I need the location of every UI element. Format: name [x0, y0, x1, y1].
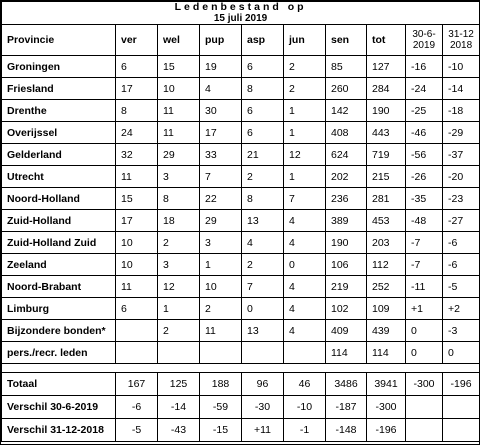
table-cell: 127 — [367, 56, 406, 78]
title-cell — [2, 2, 480, 25]
table-cell: -15 — [200, 419, 242, 442]
table-cell: 11 — [116, 276, 158, 298]
table-cell: -14 — [443, 78, 480, 100]
header-wel: wel — [158, 25, 200, 56]
table-cell: 22 — [200, 188, 242, 210]
table-cell: 409 — [326, 320, 367, 342]
table-cell: 6 — [116, 56, 158, 78]
ledenbestand-table — [1, 1, 480, 442]
table-row — [2, 342, 480, 364]
table-cell: -26 — [406, 166, 443, 188]
table-cell — [158, 342, 200, 364]
table-cell: 188 — [200, 373, 242, 396]
table-cell: -16 — [406, 56, 443, 78]
table-cell: 32 — [116, 144, 158, 166]
table-cell: 2 — [284, 56, 326, 78]
row-label: Groningen — [2, 56, 116, 78]
table-cell: 12 — [158, 276, 200, 298]
table-cell: 1 — [158, 298, 200, 320]
table-row — [2, 210, 480, 232]
table-cell: -11 — [406, 276, 443, 298]
table-cell: 114 — [326, 342, 367, 364]
header-sen: sen — [326, 25, 367, 56]
table-cell: 284 — [367, 78, 406, 100]
table-cell: 215 — [367, 166, 406, 188]
row-label: Zuid-Holland Zuid — [2, 232, 116, 254]
table-cell: 236 — [326, 188, 367, 210]
header-cmp1-line1: 30-6- — [412, 29, 436, 40]
table-cell: 46 — [284, 373, 326, 396]
table-cell: 8 — [158, 188, 200, 210]
table-row — [2, 188, 480, 210]
spacer — [2, 364, 480, 373]
table-cell: 1 — [284, 166, 326, 188]
table-row — [2, 122, 480, 144]
table-cell: 0 — [242, 298, 284, 320]
total-rows — [2, 373, 480, 442]
table-cell: -300 — [367, 396, 406, 419]
table-cell: 19 — [200, 56, 242, 78]
table-cell: 1 — [284, 122, 326, 144]
table-cell: 0 — [406, 320, 443, 342]
table-cell — [116, 342, 158, 364]
table-row — [2, 56, 480, 78]
table-cell: 114 — [367, 342, 406, 364]
row-label: Bijzondere bonden* — [2, 320, 116, 342]
table-cell: 10 — [158, 78, 200, 100]
table-cell: 7 — [284, 188, 326, 210]
row-label: Friesland — [2, 78, 116, 100]
table-cell: 167 — [116, 373, 158, 396]
table-cell: 106 — [326, 254, 367, 276]
header-provincie: Provincie — [2, 25, 116, 56]
table-cell: 6 — [116, 298, 158, 320]
row-label: pers./recr. leden — [2, 342, 116, 364]
table-cell: 4 — [242, 232, 284, 254]
table-cell: 3486 — [326, 373, 367, 396]
table-row — [2, 373, 480, 396]
row-label: Drenthe — [2, 100, 116, 122]
row-label: Zeeland — [2, 254, 116, 276]
table-cell: 203 — [367, 232, 406, 254]
table-row — [2, 100, 480, 122]
table-cell — [284, 342, 326, 364]
table-row — [2, 232, 480, 254]
table-cell: 252 — [367, 276, 406, 298]
table-cell: 4 — [284, 232, 326, 254]
table-cell: -20 — [443, 166, 480, 188]
table-row — [2, 320, 480, 342]
table-cell: 33 — [200, 144, 242, 166]
table-cell — [200, 342, 242, 364]
table-cell — [443, 396, 480, 419]
table-cell: 3 — [158, 166, 200, 188]
table-cell: -6 — [443, 254, 480, 276]
table-cell: 15 — [158, 56, 200, 78]
row-label: Utrecht — [2, 166, 116, 188]
row-label: Totaal — [2, 373, 116, 396]
table-cell: 389 — [326, 210, 367, 232]
table-cell: 102 — [326, 298, 367, 320]
table-cell: 6 — [242, 100, 284, 122]
spacer-row — [2, 364, 480, 373]
table-cell: 11 — [116, 166, 158, 188]
table-cell: 10 — [116, 254, 158, 276]
table-cell: -196 — [443, 373, 480, 396]
table-cell: -27 — [443, 210, 480, 232]
row-label: Gelderland — [2, 144, 116, 166]
table-cell: 142 — [326, 100, 367, 122]
table-cell: 96 — [242, 373, 284, 396]
table-cell: -5 — [116, 419, 158, 442]
table-cell: -10 — [284, 396, 326, 419]
table-cell: 190 — [326, 232, 367, 254]
table-cell: 439 — [367, 320, 406, 342]
row-label: Limburg — [2, 298, 116, 320]
table-cell: 2 — [200, 298, 242, 320]
table-cell: -6 — [443, 232, 480, 254]
row-label: Zuid-Holland — [2, 210, 116, 232]
table-cell: -30 — [242, 396, 284, 419]
table-cell: 18 — [158, 210, 200, 232]
table-cell: 2 — [158, 320, 200, 342]
table-cell: 8 — [116, 100, 158, 122]
table-cell: 219 — [326, 276, 367, 298]
table-date: 15 juli 2019 — [213, 13, 268, 24]
table-cell: 4 — [284, 276, 326, 298]
row-label: Noord-Brabant — [2, 276, 116, 298]
table-cell: 0 — [443, 342, 480, 364]
table-row — [2, 166, 480, 188]
table-cell: 281 — [367, 188, 406, 210]
province-rows — [2, 56, 480, 364]
header-cmp2-line1: 31-12 — [448, 29, 474, 40]
table-cell: -35 — [406, 188, 443, 210]
table-cell: +11 — [242, 419, 284, 442]
table-cell: 2 — [284, 78, 326, 100]
table-cell — [406, 396, 443, 419]
table-cell: 112 — [367, 254, 406, 276]
table-cell: 1 — [284, 100, 326, 122]
table-cell: 7 — [242, 276, 284, 298]
table-body — [2, 2, 480, 56]
table-cell: 6 — [242, 122, 284, 144]
table-row — [2, 419, 480, 442]
table-cell: -48 — [406, 210, 443, 232]
table-cell: +1 — [406, 298, 443, 320]
table-cell: -25 — [406, 100, 443, 122]
table-row — [2, 298, 480, 320]
table-cell: 10 — [200, 276, 242, 298]
table-row — [2, 144, 480, 166]
table-cell: 2 — [242, 254, 284, 276]
table-cell: -7 — [406, 254, 443, 276]
table-cell: -56 — [406, 144, 443, 166]
table-cell: -3 — [443, 320, 480, 342]
title-row — [2, 2, 480, 25]
row-label: Verschil 31-12-2018 — [2, 419, 116, 442]
table-cell: 3941 — [367, 373, 406, 396]
table-cell: 10 — [116, 232, 158, 254]
header-row — [2, 25, 480, 56]
header-jun: jun — [284, 25, 326, 56]
table-cell: +2 — [443, 298, 480, 320]
table-row — [2, 254, 480, 276]
table-cell: 2 — [242, 166, 284, 188]
table-cell: 125 — [158, 373, 200, 396]
table-cell: 719 — [367, 144, 406, 166]
table-cell: -43 — [158, 419, 200, 442]
header-asp: asp — [242, 25, 284, 56]
header-cmp-30-6-2019 — [406, 25, 443, 56]
table-cell: 408 — [326, 122, 367, 144]
header-tot: tot — [367, 25, 406, 56]
table-cell: 8 — [242, 188, 284, 210]
table-cell: 7 — [200, 166, 242, 188]
header-cmp1-line2: 2019 — [412, 40, 436, 51]
table-cell: -187 — [326, 396, 367, 419]
table-cell: -29 — [443, 122, 480, 144]
table-cell: 17 — [200, 122, 242, 144]
table-cell: 3 — [200, 232, 242, 254]
row-label: Verschil 30-6-2019 — [2, 396, 116, 419]
table-cell: 17 — [116, 78, 158, 100]
table-title: Ledenbestand op — [174, 1, 307, 13]
table-cell: 2 — [158, 232, 200, 254]
row-label: Overijssel — [2, 122, 116, 144]
table-cell: 15 — [116, 188, 158, 210]
spacer-cell — [2, 364, 480, 373]
table-cell: 21 — [242, 144, 284, 166]
table-cell: 6 — [242, 56, 284, 78]
table-cell: 4 — [284, 320, 326, 342]
table-cell: -59 — [200, 396, 242, 419]
table-cell: -7 — [406, 232, 443, 254]
table-cell: 1 — [200, 254, 242, 276]
table-cell: 13 — [242, 320, 284, 342]
table-cell: -23 — [443, 188, 480, 210]
header-pup: pup — [200, 25, 242, 56]
table-cell — [406, 419, 443, 442]
table-cell: 12 — [284, 144, 326, 166]
table-cell: 260 — [326, 78, 367, 100]
header-cmp-31-12-2018 — [443, 25, 480, 56]
header-cmp2-line2: 2018 — [449, 40, 473, 51]
table-cell: -18 — [443, 100, 480, 122]
table-cell: 4 — [200, 78, 242, 100]
table-cell: 24 — [116, 122, 158, 144]
table-cell: 443 — [367, 122, 406, 144]
table-cell: -10 — [443, 56, 480, 78]
table-cell: 13 — [242, 210, 284, 232]
table-cell: 17 — [116, 210, 158, 232]
table-cell: 190 — [367, 100, 406, 122]
row-label: Noord-Holland — [2, 188, 116, 210]
header-ver: ver — [116, 25, 158, 56]
table-row — [2, 396, 480, 419]
table-cell: 4 — [284, 210, 326, 232]
table-cell: 29 — [200, 210, 242, 232]
table-row — [2, 276, 480, 298]
table-cell: 11 — [158, 100, 200, 122]
table-cell: -24 — [406, 78, 443, 100]
table-cell: 4 — [284, 298, 326, 320]
table-cell — [116, 320, 158, 342]
table-cell: 3 — [158, 254, 200, 276]
table-cell: -37 — [443, 144, 480, 166]
table-row — [2, 78, 480, 100]
table-cell: 453 — [367, 210, 406, 232]
table-cell: 624 — [326, 144, 367, 166]
table-cell: -46 — [406, 122, 443, 144]
table-cell: 11 — [158, 122, 200, 144]
table-cell: -196 — [367, 419, 406, 442]
table-cell: 109 — [367, 298, 406, 320]
table-cell: 8 — [242, 78, 284, 100]
table-cell: -5 — [443, 276, 480, 298]
table-cell: 29 — [158, 144, 200, 166]
table-cell: -14 — [158, 396, 200, 419]
table-cell: 30 — [200, 100, 242, 122]
table-cell: 11 — [200, 320, 242, 342]
table-cell: 85 — [326, 56, 367, 78]
table-cell: -6 — [116, 396, 158, 419]
table-cell — [443, 419, 480, 442]
table-cell: -300 — [406, 373, 443, 396]
table-cell: -148 — [326, 419, 367, 442]
table-cell: -1 — [284, 419, 326, 442]
table-cell: 202 — [326, 166, 367, 188]
table-cell: 0 — [284, 254, 326, 276]
table-cell — [242, 342, 284, 364]
table-cell: 0 — [406, 342, 443, 364]
